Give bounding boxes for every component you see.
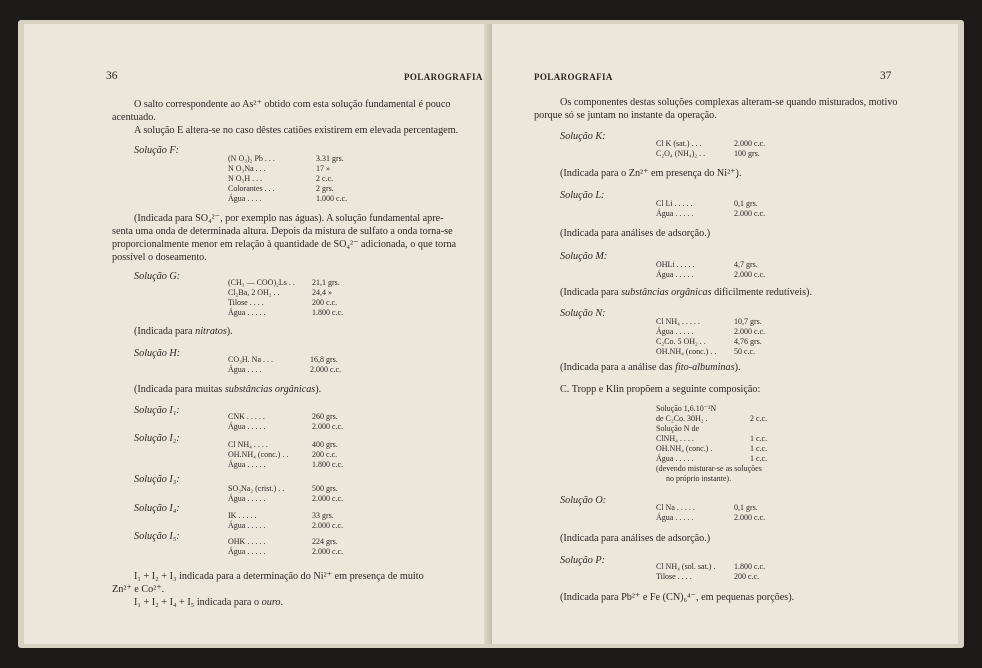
reagent-name: Água . . . . . [656, 209, 694, 218]
body-line: porque só se juntam no instante da operação. [534, 110, 717, 121]
reagent-quantity: 2.000 c.c. [310, 365, 342, 374]
solution-table [656, 404, 796, 464]
body-line: (Indicada para SO₄²⁻, por exemplo nas águas). A solução fundamental apre- [134, 213, 444, 224]
reagent-row [228, 450, 358, 460]
table-note: no próprio instante). [666, 474, 732, 483]
solution-table [656, 317, 796, 357]
solution-table [656, 260, 796, 280]
reagent-row [228, 460, 358, 470]
solution-label: Solução P: [560, 555, 605, 566]
reagent-row [656, 199, 796, 209]
body-line: acentuado. [112, 112, 156, 123]
reagent-row [656, 503, 796, 513]
reagent-name: Água . . . . . [228, 547, 266, 556]
reagent-quantity: 1.800 c.c. [312, 308, 344, 317]
reagent-row [656, 209, 796, 219]
reagent-row [228, 278, 358, 288]
reagent-name: N O₃Na . . . [228, 164, 266, 173]
reagent-quantity: 2 grs. [316, 184, 334, 193]
reagent-quantity: 2.000 c.c. [734, 513, 766, 522]
reagent-name: Água . . . . . [228, 422, 266, 431]
reagent-quantity: 1 c.c. [750, 434, 768, 443]
solution-label: Solução G: [134, 271, 181, 282]
reagent-row [656, 562, 796, 572]
reagent-row [656, 414, 796, 424]
reagent-quantity: 17 » [316, 164, 330, 173]
solution-label: Solução I₁: [134, 405, 180, 416]
reagent-name: Tilose . . . . [228, 298, 264, 307]
reagent-quantity: 2.000 c.c. [312, 494, 344, 503]
solution-table [656, 503, 796, 523]
reagent-name: Água . . . . . [656, 327, 694, 336]
solution-label: Solução I₄: [134, 503, 180, 514]
right-page [492, 24, 958, 644]
solution-table [228, 440, 358, 470]
reagent-name: Cl Li . . . . . [656, 199, 693, 208]
body-line: C. Tropp e Klin propõem a seguinte composição: [560, 384, 761, 395]
reagent-row [228, 365, 358, 375]
running-head: POLAROGRAFIA [404, 72, 483, 82]
reagent-name: Água . . . . [228, 365, 262, 374]
solution-label: Solução F: [134, 145, 179, 156]
reagent-row [228, 511, 358, 521]
solution-label: Solução I₂: [134, 433, 180, 444]
reagent-name: OH.NH₄ (conc.) . [656, 444, 713, 453]
reagent-name: Água . . . . . [228, 460, 266, 469]
reagent-row [656, 270, 796, 280]
solution-label: Solução I₃: [134, 474, 180, 485]
body-line: (Indicada para substâncias orgânicas dificilmente redutíveis). [560, 287, 812, 298]
reagent-name: CO₃H. Na . . . [228, 355, 274, 364]
solution-table [228, 278, 358, 318]
solution-label: Solução L: [560, 190, 605, 201]
reagent-quantity: 2.000 c.c. [312, 422, 344, 431]
reagent-row [656, 424, 796, 434]
reagent-name: OH.NH₄ (conc.) . . [228, 450, 289, 459]
reagent-row [228, 422, 358, 432]
running-head: POLAROGRAFIA [534, 72, 613, 82]
reagent-name: C₂O₄ (NH₄)₂ . . [656, 149, 706, 158]
solution-table [228, 484, 358, 504]
reagent-quantity: 260 grs. [312, 412, 338, 421]
body-line: (Indicada para nitratos). [134, 326, 233, 337]
reagent-row [228, 521, 358, 531]
reagent-quantity: 3.31 grs. [316, 154, 344, 163]
reagent-quantity: 2.000 c.c. [734, 270, 766, 279]
reagent-quantity: 2.000 c.c. [734, 209, 766, 218]
reagent-name: Tilose . . . . [656, 572, 692, 581]
table-note: (devendo misturar-se as soluções [656, 464, 762, 473]
reagent-name: Água . . . . . [228, 308, 266, 317]
reagent-name: Água . . . . . [228, 521, 266, 530]
body-line: (Indicada para Pb²⁺ e Fe (CN)₆⁴⁻, em pequenas porções). [560, 592, 795, 603]
reagent-row [228, 164, 346, 174]
reagent-name: N O₃H . . . [228, 174, 263, 183]
reagent-name: SO₃Na₂ (crist.) . . [228, 484, 285, 493]
reagent-row [228, 288, 358, 298]
reagent-row [228, 547, 358, 557]
reagent-name: Cl₂Ba, 2 OH₂ . . [228, 288, 280, 297]
solution-table [656, 562, 796, 582]
reagent-name: Solução N de [656, 424, 700, 433]
reagent-quantity: 1.800 c.c. [734, 562, 766, 571]
solution-table [656, 139, 796, 159]
reagent-name: IK . . . . . [228, 511, 257, 520]
reagent-quantity: 1.000 c.c. [316, 194, 348, 203]
body-line: (Indicada para a análise das fito-albuminas). [560, 362, 741, 373]
reagent-quantity: 1 c.c. [750, 454, 768, 463]
solution-table [228, 412, 358, 432]
reagent-quantity: 24,4 » [312, 288, 332, 297]
reagent-row [228, 174, 346, 184]
body-line: I₁ + I₂ + I₄ + I₅ indicada para o ouro. [134, 597, 284, 608]
reagent-row [656, 404, 796, 414]
reagent-quantity: 200 c.c. [312, 450, 338, 459]
reagent-quantity: 50 c.c. [734, 347, 756, 356]
reagent-row [656, 444, 796, 454]
solution-label: Solução O: [560, 495, 607, 506]
reagent-name: Colorantes . . . [228, 184, 275, 193]
reagent-quantity: 500 grs. [312, 484, 338, 493]
reagent-row [228, 537, 358, 547]
reagent-quantity: 10,7 grs. [734, 317, 762, 326]
body-line: senta uma onda de determinada altura. Depois da mistura de sulfato a onda torna-se [112, 226, 453, 237]
body-line: (Indicada para análises de adsorção.) [560, 228, 711, 239]
body-line: (Indicada para o Zn²⁺ em presença do Ni²⁺). [560, 168, 742, 179]
reagent-row [228, 355, 358, 365]
reagent-row [228, 412, 358, 422]
reagent-name: OH.NH₄ (conc.) . . [656, 347, 717, 356]
reagent-name: Solução 1,6.10⁻³N [656, 404, 717, 413]
reagent-quantity: 1.800 c.c. [312, 460, 344, 469]
reagent-row [228, 298, 358, 308]
solution-table [228, 154, 346, 204]
reagent-row [656, 317, 796, 327]
reagent-name: Cl K (sat.) . . . [656, 139, 702, 148]
reagent-row [656, 149, 796, 159]
reagent-quantity: 224 grs. [312, 537, 338, 546]
reagent-row [228, 184, 346, 194]
body-line: Zn²⁺ e Co²⁺. [112, 584, 165, 595]
reagent-row [656, 337, 796, 347]
body-line: A solução E altera-se no caso dêstes catiões existirem em elevada percentagem. [134, 125, 459, 136]
reagent-row [228, 308, 358, 318]
reagent-name: Cl NH₄ . . . . . [656, 317, 700, 326]
reagent-row [228, 484, 358, 494]
reagent-row [656, 454, 796, 464]
reagent-name: Água . . . . . [656, 513, 694, 522]
solution-label: Solução M: [560, 251, 608, 262]
reagent-row [656, 434, 796, 444]
body-line: (Indicada para muitas substâncias orgânicas). [134, 384, 322, 395]
reagent-quantity: 1 c.c. [750, 444, 768, 453]
reagent-quantity: 100 grs. [734, 149, 760, 158]
body-line: O salto correspondente ao As²⁺ obtido com esta solução fundamental é pouco [134, 99, 451, 110]
reagent-name: C₂Co. 5 OH₂ . . [656, 337, 706, 346]
book-spread [18, 20, 964, 648]
reagent-name: Cl NH₄ . . . . [228, 440, 268, 449]
solution-table [228, 355, 358, 375]
solution-table [228, 537, 358, 557]
reagent-quantity: 4,7 grs. [734, 260, 758, 269]
reagent-name: ClNH₄ . . . . [656, 434, 694, 443]
reagent-name: CNK . . . . . [228, 412, 265, 421]
reagent-name: OHLi . . . . . [656, 260, 695, 269]
reagent-row [228, 494, 358, 504]
body-line: (Indicada para análises de adsorção.) [560, 533, 711, 544]
reagent-quantity: 4,76 grs. [734, 337, 762, 346]
reagent-quantity: 2.000 c.c. [734, 327, 766, 336]
reagent-row [656, 513, 796, 523]
body-line: I₁ + I₂ + I₃ indicada para a determinação do Ni²⁺ em presença de muito [134, 571, 424, 582]
reagent-quantity: 400 grs. [312, 440, 338, 449]
reagent-quantity: 0,1 grs. [734, 503, 758, 512]
reagent-name: Cl NH₄ (sol. sat.) . [656, 562, 716, 571]
body-line: proporcionalmente menor em relação à quantidade de SO₄²⁻ adicionada, o que torna [112, 239, 457, 250]
reagent-name: Água . . . . . [656, 270, 694, 279]
reagent-name: (N O₃)₂ Pb . . . [228, 154, 275, 163]
reagent-row [228, 194, 346, 204]
solution-label: Solução H: [134, 348, 181, 359]
reagent-quantity: 2.000 c.c. [734, 139, 766, 148]
reagent-name: Água . . . . [228, 194, 262, 203]
reagent-quantity: 21,1 grs. [312, 278, 340, 287]
reagent-row [228, 440, 358, 450]
reagent-name: Água . . . . . [656, 454, 694, 463]
reagent-quantity: 200 c.c. [734, 572, 760, 581]
body-line: possível o doseamento. [112, 252, 207, 263]
solution-table [656, 199, 796, 219]
reagent-quantity: 2 c.c. [316, 174, 334, 183]
reagent-row [656, 572, 796, 582]
page-number: 36 [106, 70, 118, 82]
page-number: 37 [880, 70, 892, 82]
reagent-name: de C₂Co. 30H₂ . [656, 414, 708, 423]
reagent-quantity: 16,8 grs. [310, 355, 338, 364]
reagent-row [656, 347, 796, 357]
reagent-row [656, 260, 796, 270]
left-page [24, 24, 491, 644]
reagent-quantity: 2.000 c.c. [312, 521, 344, 530]
reagent-row [228, 154, 346, 164]
reagent-name: Água . . . . . [228, 494, 266, 503]
reagent-quantity: 0,1 grs. [734, 199, 758, 208]
solution-label: Solução I₅: [134, 531, 180, 542]
reagent-quantity: 200 c.c. [312, 298, 338, 307]
reagent-quantity: 2 c.c. [750, 414, 768, 423]
solution-table [228, 511, 358, 531]
reagent-row [656, 327, 796, 337]
body-line: Os componentes destas soluções complexas alteram-se quando misturados, motivo [560, 97, 898, 108]
reagent-quantity: 33 grs. [312, 511, 334, 520]
solution-label: Solução N: [560, 308, 606, 319]
reagent-name: OHK . . . . . [228, 537, 266, 546]
reagent-name: (CH₃ — COO)₂Ls . . [228, 278, 295, 287]
reagent-row [656, 139, 796, 149]
solution-label: Solução K: [560, 131, 606, 142]
reagent-name: Cl Na . . . . . [656, 503, 695, 512]
reagent-quantity: 2.000 c.c. [312, 547, 344, 556]
